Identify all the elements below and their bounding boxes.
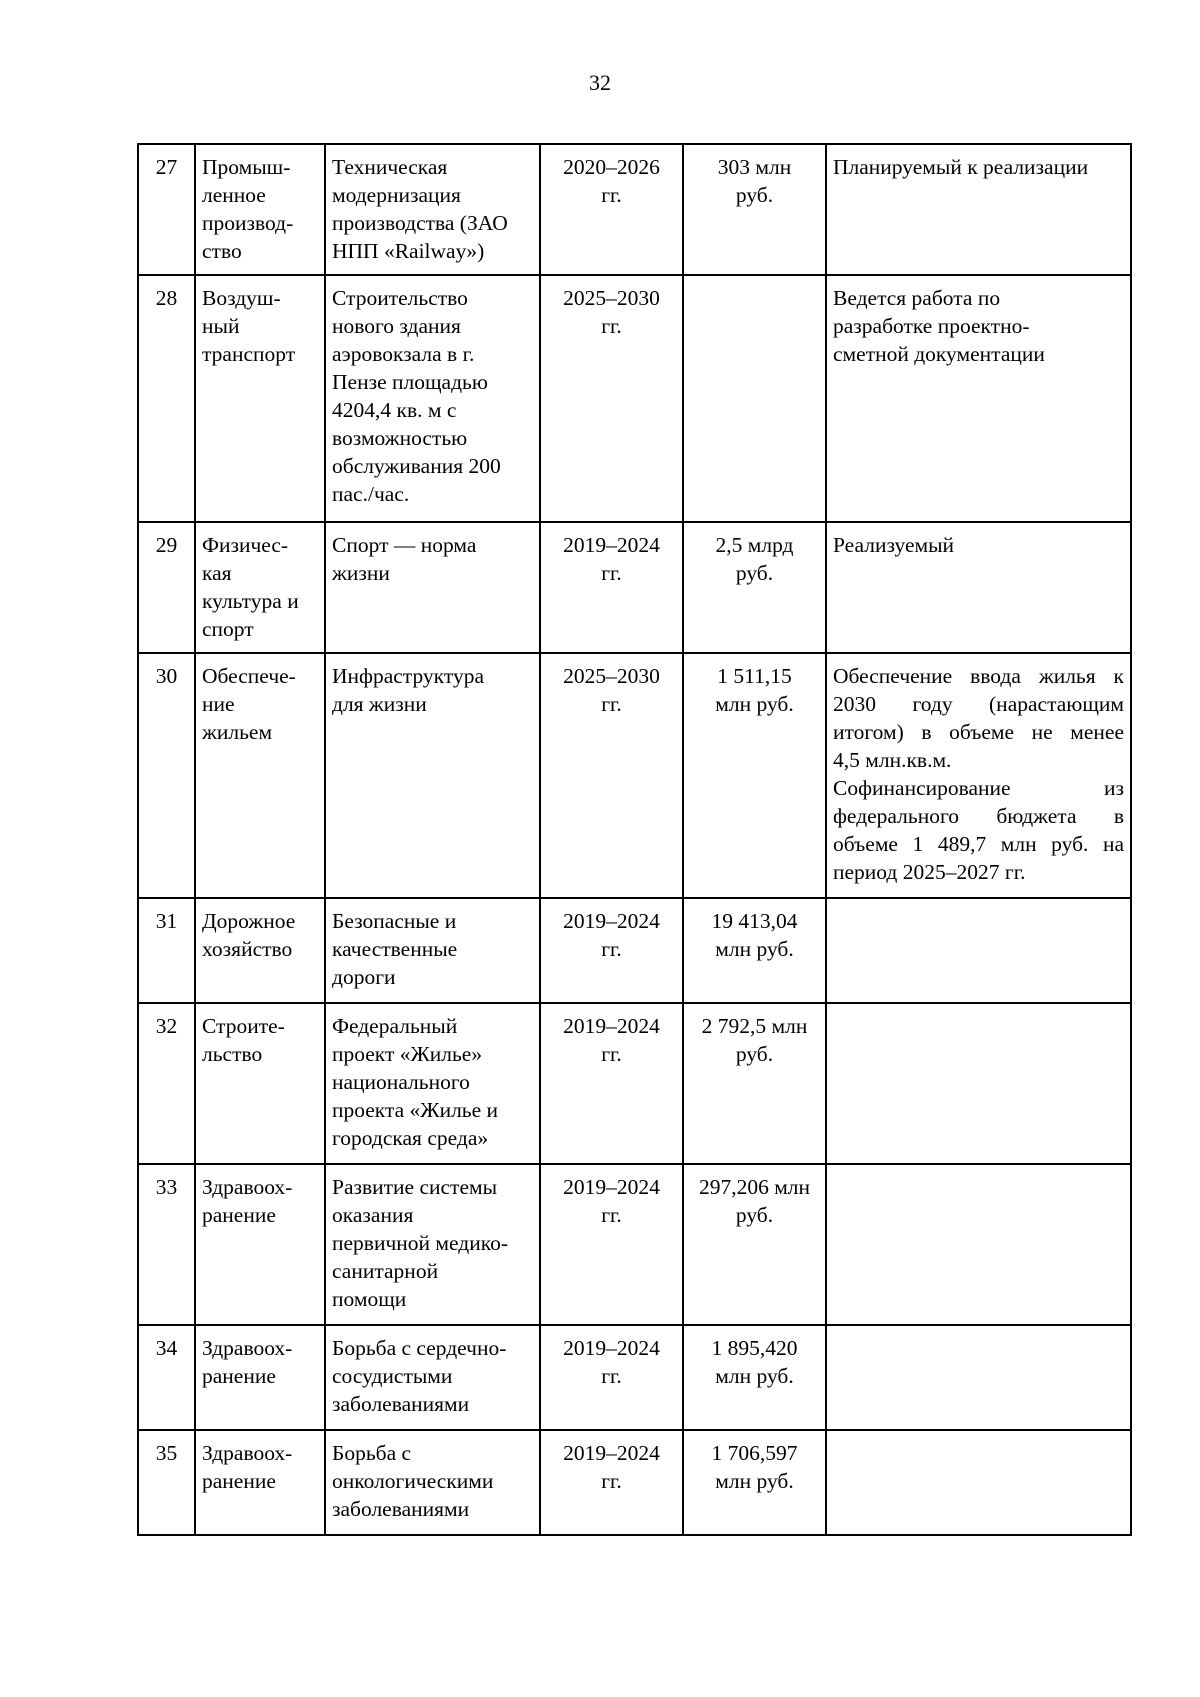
amount-line: млн руб. <box>715 937 794 961</box>
sector-line: транспорт <box>202 342 296 366</box>
project-line: нового здания <box>332 314 461 338</box>
amount-cell <box>683 1325 826 1430</box>
amount-line: 303 млн <box>717 155 792 179</box>
project-line: Техническая <box>332 155 448 179</box>
row-number: 32 <box>138 1003 195 1164</box>
period-line: гг. <box>601 1364 622 1388</box>
table-row <box>138 1430 1131 1535</box>
amount-line: 297,206 млн <box>698 1175 811 1199</box>
project-line: городская среда» <box>332 1126 489 1150</box>
sector-line: жильем <box>202 720 273 744</box>
amount-line: руб. <box>735 1203 774 1227</box>
project-line: заболеваниями <box>332 1392 470 1416</box>
sector-line: ранение <box>202 1203 276 1227</box>
amount-line: руб. <box>735 561 774 585</box>
amount-line: 2,5 млрд <box>715 533 794 557</box>
table-row <box>138 1003 1131 1164</box>
project-cell <box>325 1164 540 1325</box>
row-number: 35 <box>138 1430 195 1535</box>
status-line: итогом) в объеме не менее <box>833 720 1124 744</box>
amount-cell <box>683 1430 826 1535</box>
sector-line: кая <box>202 561 232 585</box>
status-cell <box>826 522 1131 653</box>
period-cell <box>540 1164 683 1325</box>
row-number: 27 <box>138 144 195 275</box>
period-line: гг. <box>601 1469 622 1493</box>
sector-line: Здравоох- <box>202 1441 293 1465</box>
status-line: разработке проектно- <box>833 314 1030 338</box>
amount-line: 2 792,5 млн <box>701 1014 808 1038</box>
status-line: Планируемый к реализации <box>833 155 1089 179</box>
sector-line: производ- <box>202 211 294 235</box>
amount-line: млн руб. <box>715 1364 794 1388</box>
project-line: производства (ЗАО <box>332 211 508 235</box>
sector-line: Промыш- <box>202 155 291 179</box>
period-line: 2025–2030 <box>563 664 660 688</box>
project-line: санитарной <box>332 1259 439 1283</box>
amount-line: 19 413,04 <box>711 909 798 933</box>
period-line: 2020–2026 <box>563 155 660 179</box>
status-cell <box>826 1430 1131 1535</box>
period-line: 2019–2024 <box>563 909 660 933</box>
sector-line: Воздуш- <box>202 286 281 310</box>
period-cell <box>540 1325 683 1430</box>
project-line: проект «Жилье» <box>332 1042 483 1066</box>
sector-line: ленное <box>202 183 266 207</box>
status-line: Обеспечение ввода жилья к <box>833 664 1124 688</box>
period-line: гг. <box>601 314 622 338</box>
sector-line: льство <box>202 1042 263 1066</box>
table-row <box>138 144 1131 275</box>
period-line: гг. <box>601 561 622 585</box>
projects-table <box>137 143 1132 1536</box>
status-line: сметной документации <box>833 342 1045 366</box>
period-cell <box>540 1003 683 1164</box>
status-cell <box>826 144 1131 275</box>
sector-line: Физичес- <box>202 533 289 557</box>
project-line: дороги <box>332 965 396 989</box>
project-cell <box>325 1325 540 1430</box>
project-line: заболеваниями <box>332 1497 470 1521</box>
project-cell <box>325 898 540 1003</box>
sector-line: ство <box>202 239 242 263</box>
project-cell <box>325 522 540 653</box>
status-cell <box>826 1325 1131 1430</box>
status-cell <box>826 1164 1131 1325</box>
period-cell <box>540 144 683 275</box>
sector-line: ние <box>202 692 235 716</box>
project-line: Пензе площадью <box>332 370 488 394</box>
sector-cell <box>195 275 325 522</box>
project-line: качественные <box>332 937 458 961</box>
sector-cell <box>195 1003 325 1164</box>
sector-cell <box>195 653 325 898</box>
period-line: гг. <box>601 183 622 207</box>
project-line: проекта «Жилье и <box>332 1098 499 1122</box>
period-line: 2019–2024 <box>563 1336 660 1360</box>
sector-cell <box>195 1325 325 1430</box>
sector-line: ный <box>202 314 240 338</box>
project-line: аэровокзала в г. <box>332 342 475 366</box>
table-row <box>138 898 1131 1003</box>
amount-cell <box>683 653 826 898</box>
period-line: 2019–2024 <box>563 1441 660 1465</box>
project-line: Борьба с сердечно- <box>332 1336 507 1360</box>
sector-line: спорт <box>202 617 254 641</box>
project-line: Строительство <box>332 286 468 310</box>
project-cell <box>325 653 540 898</box>
amount-line: млн руб. <box>715 692 794 716</box>
status-line: 4,5 млн.кв.м. <box>833 748 952 772</box>
table-row <box>138 653 1131 898</box>
period-cell <box>540 522 683 653</box>
table-row <box>138 1164 1131 1325</box>
status-line: 2030 году (нарастающим <box>833 692 1124 716</box>
project-line: обслуживания 200 <box>332 454 501 478</box>
project-line: сосудистыми <box>332 1364 453 1388</box>
sector-cell <box>195 1430 325 1535</box>
amount-cell <box>683 1003 826 1164</box>
project-line: онкологическими <box>332 1469 494 1493</box>
sector-cell <box>195 144 325 275</box>
project-line: помощи <box>332 1287 407 1311</box>
project-line: жизни <box>332 561 390 585</box>
period-cell <box>540 653 683 898</box>
project-cell <box>325 144 540 275</box>
amount-line: руб. <box>735 1042 774 1066</box>
period-cell <box>540 275 683 522</box>
row-number: 28 <box>138 275 195 522</box>
sector-cell <box>195 1164 325 1325</box>
project-line: Спорт — норма <box>332 533 477 557</box>
period-line: 2019–2024 <box>563 1175 660 1199</box>
row-number: 30 <box>138 653 195 898</box>
sector-line: ранение <box>202 1364 276 1388</box>
amount-cell <box>683 898 826 1003</box>
period-line: 2019–2024 <box>563 533 660 557</box>
status-line: период 2025–2027 гг. <box>833 860 1026 884</box>
status-line: объеме 1 489,7 млн руб. на <box>833 832 1124 856</box>
project-line: Инфраструктура <box>332 664 484 688</box>
project-line: модернизация <box>332 183 461 207</box>
amount-cell <box>683 275 826 522</box>
project-line: НПП «Railway») <box>332 239 485 263</box>
status-line: Ведется работа по <box>833 286 1001 310</box>
sector-line: Здравоох- <box>202 1336 293 1360</box>
row-number: 33 <box>138 1164 195 1325</box>
table-row <box>138 1325 1131 1430</box>
period-line: гг. <box>601 1042 622 1066</box>
sector-line: культура и <box>202 589 299 613</box>
amount-line: 1 511,15 <box>717 664 792 688</box>
sector-line: Обеспече- <box>202 664 296 688</box>
period-line: гг. <box>601 937 622 961</box>
sector-line: Здравоох- <box>202 1175 293 1199</box>
status-line: федерального бюджета в <box>833 804 1124 828</box>
table-body <box>138 144 1131 1535</box>
project-cell <box>325 1430 540 1535</box>
amount-cell <box>683 1164 826 1325</box>
table-row <box>138 275 1131 522</box>
project-line: Федеральный <box>332 1014 458 1038</box>
sector-line: Строите- <box>202 1014 285 1038</box>
project-line: 4204,4 кв. м с <box>332 398 457 422</box>
status-cell <box>826 1003 1131 1164</box>
period-line: 2019–2024 <box>563 1014 660 1038</box>
project-line: Развитие системы <box>332 1175 498 1199</box>
project-line: для жизни <box>332 692 427 716</box>
period-cell <box>540 1430 683 1535</box>
status-cell <box>826 653 1131 898</box>
row-number: 29 <box>138 522 195 653</box>
table-row <box>138 522 1131 653</box>
project-cell <box>325 275 540 522</box>
project-line: Безопасные и <box>332 909 457 933</box>
status-line: Реализуемый <box>833 533 955 557</box>
project-cell <box>325 1003 540 1164</box>
page-number: 32 <box>589 70 611 95</box>
period-line: 2025–2030 <box>563 286 660 310</box>
amount-cell <box>683 522 826 653</box>
amount-line: 1 895,420 <box>711 1336 798 1360</box>
amount-cell <box>683 144 826 275</box>
status-cell <box>826 898 1131 1003</box>
sector-line: хозяйство <box>202 937 293 961</box>
project-line: национального <box>332 1070 470 1094</box>
amount-line: 1 706,597 <box>711 1441 798 1465</box>
period-cell <box>540 898 683 1003</box>
sector-line: ранение <box>202 1469 276 1493</box>
status-line: Софинансирование из <box>833 776 1124 800</box>
row-number: 34 <box>138 1325 195 1430</box>
row-number: 31 <box>138 898 195 1003</box>
project-line: возможностью <box>332 426 468 450</box>
sector-cell <box>195 522 325 653</box>
status-cell <box>826 275 1131 522</box>
project-line: Борьба с <box>332 1441 412 1465</box>
project-line: первичной медико- <box>332 1231 508 1255</box>
period-line: гг. <box>601 1203 622 1227</box>
amount-line: млн руб. <box>715 1469 794 1493</box>
sector-line: Дорожное <box>202 909 296 933</box>
sector-cell <box>195 898 325 1003</box>
project-line: пас./час. <box>332 482 410 506</box>
period-line: гг. <box>601 692 622 716</box>
project-line: оказания <box>332 1203 414 1227</box>
amount-line: руб. <box>735 183 774 207</box>
